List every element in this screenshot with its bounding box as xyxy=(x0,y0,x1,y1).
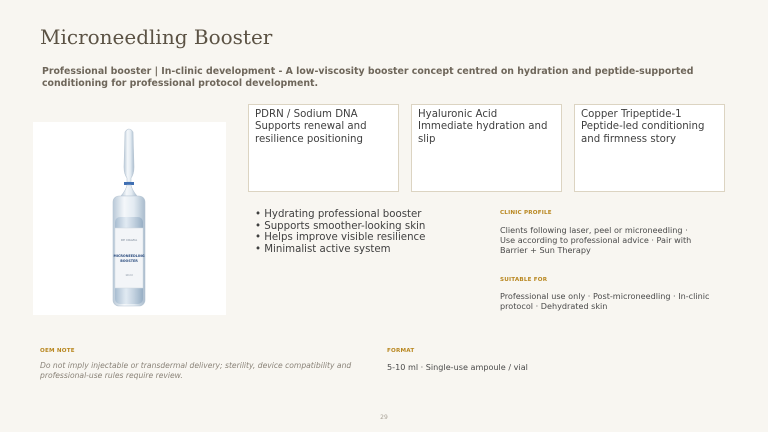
benefit-text: Supports smoother-looking skin xyxy=(264,220,426,232)
ingredient-card-pdrn: PDRN / Sodium DNA Supports renewal and resilience positioning xyxy=(248,104,399,192)
benefit-item: • Hydrating professional booster xyxy=(255,209,422,220)
benefit-text: Minimalist active system xyxy=(264,244,391,256)
format-label: FORMAT xyxy=(387,348,415,354)
benefit-item: • Supports smoother-looking skin xyxy=(255,220,426,232)
ingredient-card-copper-tripeptide: Copper Tripeptide-1 Peptide-led conditioning and firmness story xyxy=(574,104,725,192)
ampoule-name-line2: BOOSTER xyxy=(120,259,138,263)
benefit-item: • Minimalist active system xyxy=(255,244,391,256)
suitable-for-label: SUITABLE FOR xyxy=(500,277,548,283)
benefit-text: Hydrating professional booster xyxy=(264,209,422,220)
suitable-for-text: Professional use only · Post-microneedling · In-clinic protocol · Dehydrated skin xyxy=(500,291,710,312)
ingredient-card-hyaluronic-acid: Hyaluronic Acid Immediate hydration and slip xyxy=(411,104,562,192)
product-image xyxy=(33,122,226,315)
oem-note-text: Do not imply injectable or transdermal delivery; sterility, device compatibility and professional-use rules require review. xyxy=(40,361,352,380)
ampoule-illustration xyxy=(33,122,226,315)
ampoule-name-line1: MICRONEEDLING xyxy=(113,254,145,258)
clinic-profile-label: CLINIC PROFILE xyxy=(500,210,552,216)
benefits-list xyxy=(255,209,425,256)
clinic-profile-text: Clients following laser, peel or microneedling · Use according to professional advice · Pair with Barrier + Sun Therapy xyxy=(500,225,692,256)
ampoule-label xyxy=(115,228,143,288)
benefit-text: Helps improve visible resilience xyxy=(264,232,426,244)
ampoule-brand-text: DE CRAZIA xyxy=(120,238,138,242)
ampoule-volume-text: 10 ml xyxy=(125,274,133,277)
benefit-item: • Helps improve visible resilience xyxy=(255,232,426,244)
page-title: Microneedling Booster xyxy=(40,25,273,49)
oem-note-label: OEM NOTE xyxy=(40,348,75,354)
page-subtitle: Professional booster | In-clinic development - A low-viscosity booster concept centred on hydration and peptide-supported conditioning for professional protocol development. xyxy=(42,66,694,89)
neck-ring xyxy=(124,182,134,185)
page-number: 29 xyxy=(380,414,388,421)
format-text: 5-10 ml · Single-use ampoule / vial xyxy=(387,362,528,372)
